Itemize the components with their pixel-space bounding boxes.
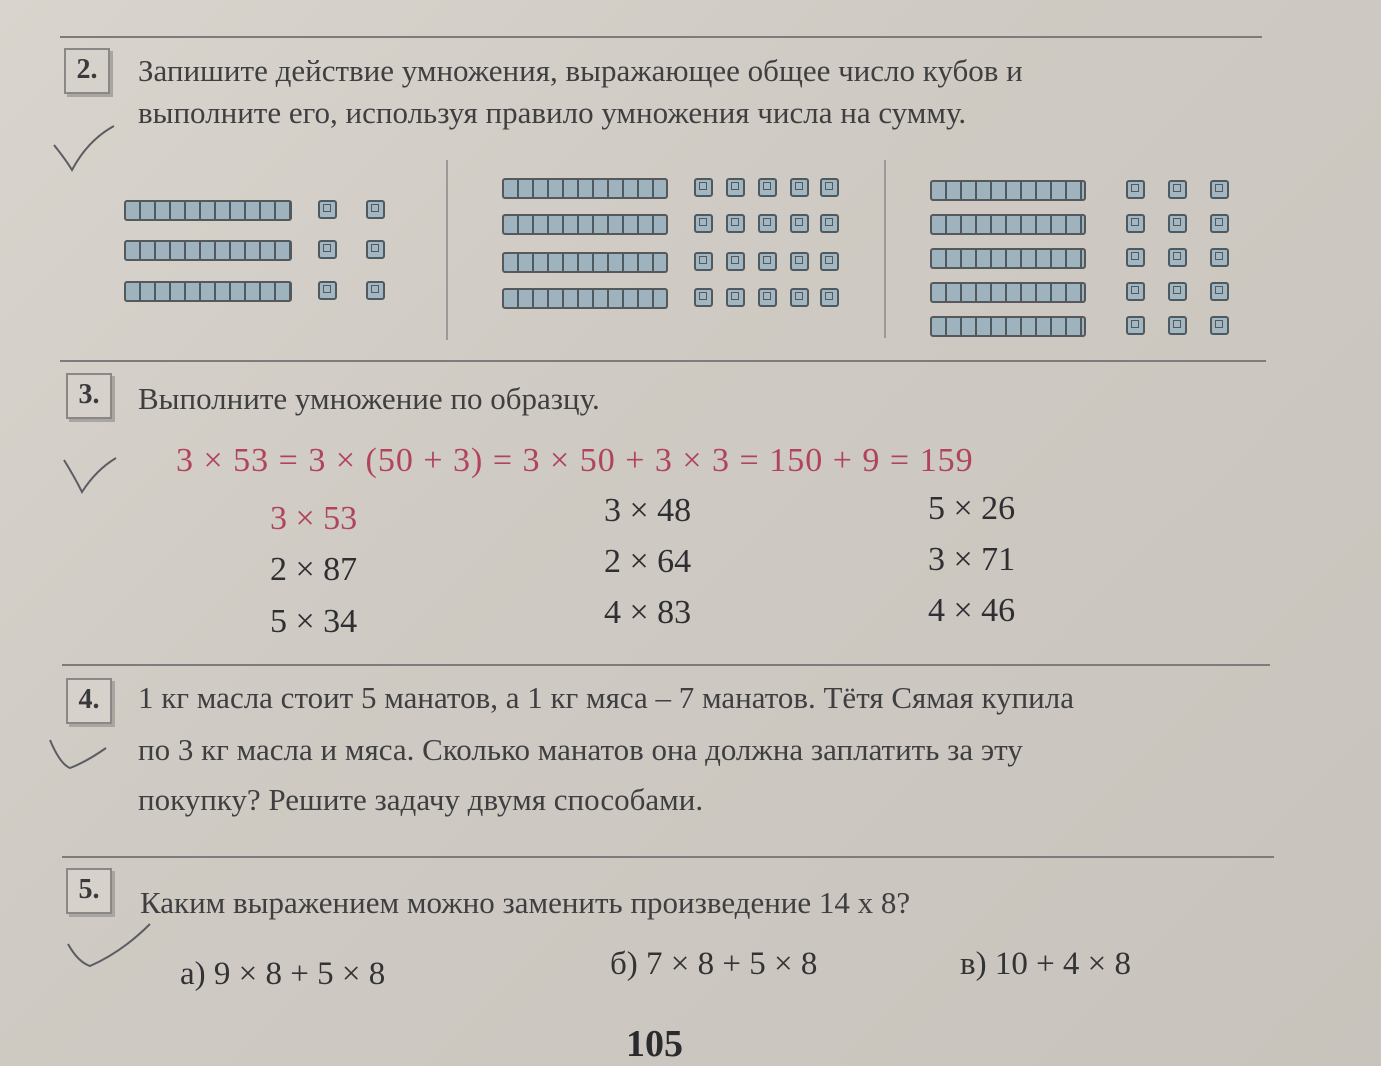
- unit-cube: [726, 178, 745, 197]
- unit-cube: [1168, 282, 1187, 301]
- unit-cube: [694, 178, 713, 197]
- unit-cube: [318, 240, 337, 259]
- unit-cube: [758, 214, 777, 233]
- unit-cube: [1168, 214, 1187, 233]
- unit-cube: [758, 288, 777, 307]
- unit-cube: [318, 281, 337, 300]
- unit-cube: [726, 252, 745, 271]
- exercise-item: 3 × 53: [270, 500, 358, 537]
- check-mark-icon: [64, 918, 154, 974]
- ten-rod: [930, 282, 1086, 303]
- unit-cube: [1210, 214, 1229, 233]
- unit-cube: [790, 178, 809, 197]
- ten-rod: [930, 248, 1086, 269]
- exercise-item: 2 × 64: [604, 543, 692, 580]
- ten-rod: [502, 288, 668, 309]
- check-mark-icon: [48, 120, 118, 180]
- ten-rod: [124, 281, 292, 302]
- task-2-line1: Запишите действие умножения, выражающее общее число кубов и: [138, 53, 1023, 88]
- section-rule: [62, 664, 1270, 666]
- unit-cube: [820, 178, 839, 197]
- group-divider: [884, 160, 886, 338]
- unit-cube: [1168, 248, 1187, 267]
- exercise-item: 3 × 71: [928, 541, 1016, 578]
- unit-cube: [1210, 248, 1229, 267]
- ten-rod: [930, 316, 1086, 337]
- group-divider: [446, 160, 448, 340]
- task-4-line2: по 3 кг масла и мяса. Сколько манатов она должна заплатить за эту: [138, 732, 1023, 767]
- task-3-text: Выполните умножение по образцу.: [138, 381, 600, 416]
- unit-cube: [1168, 316, 1187, 335]
- unit-cube: [1126, 248, 1145, 267]
- unit-cube: [318, 200, 337, 219]
- unit-cube: [1210, 282, 1229, 301]
- task-2-line2: выполните его, используя правило умножения числа на сумму.: [138, 95, 967, 130]
- ten-rod: [930, 180, 1086, 201]
- option-a: а) 9 × 8 + 5 × 8: [180, 956, 386, 992]
- unit-cube: [726, 288, 745, 307]
- unit-cube: [1126, 316, 1145, 335]
- sample-solution: 3 × 53 = 3 × (50 + 3) = 3 × 50 + 3 × 3 = 150 + 9 = 159: [176, 442, 974, 479]
- unit-cube: [1210, 316, 1229, 335]
- unit-cube: [366, 200, 385, 219]
- ten-rod: [502, 178, 668, 199]
- task-4-line3: покупку? Решите задачу двумя способами.: [138, 782, 704, 817]
- ten-rod: [124, 200, 292, 221]
- unit-cube: [758, 252, 777, 271]
- unit-cube: [694, 288, 713, 307]
- option-c: в) 10 + 4 × 8: [960, 946, 1132, 982]
- unit-cube: [726, 214, 745, 233]
- section-rule: [62, 856, 1274, 858]
- task-4-line1: 1 кг масла стоит 5 манатов, а 1 кг мяса – 7 манатов. Тётя Сямая купила: [138, 680, 1074, 715]
- unit-cube: [1126, 214, 1145, 233]
- unit-cube: [366, 281, 385, 300]
- exercise-item: 5 × 26: [928, 490, 1016, 527]
- unit-cube: [1126, 180, 1145, 199]
- unit-cube: [694, 252, 713, 271]
- page-number: 105: [626, 1023, 683, 1065]
- unit-cube: [790, 288, 809, 307]
- task-4-number: 4.: [66, 678, 112, 724]
- check-mark-icon: [60, 452, 120, 498]
- task-2-number: 2.: [64, 48, 110, 94]
- exercise-item: 3 × 48: [604, 492, 692, 529]
- unit-cube: [820, 214, 839, 233]
- unit-cube: [1168, 180, 1187, 199]
- unit-cube: [366, 240, 385, 259]
- exercise-item: 2 × 87: [270, 551, 358, 588]
- unit-cube: [694, 214, 713, 233]
- check-mark-icon: [46, 734, 110, 774]
- unit-cube: [820, 252, 839, 271]
- task-3-number: 3.: [66, 373, 112, 419]
- exercise-item: 4 × 83: [604, 594, 692, 631]
- task-5-text: Каким выражением можно заменить произведение 14 x 8?: [140, 885, 911, 920]
- section-rule: [60, 360, 1266, 362]
- ten-rod: [502, 214, 668, 235]
- ten-rod: [930, 214, 1086, 235]
- option-b: б) 7 × 8 + 5 × 8: [610, 946, 818, 982]
- unit-cube: [790, 214, 809, 233]
- exercise-item: 4 × 46: [928, 592, 1016, 629]
- exercise-item: 5 × 34: [270, 603, 358, 640]
- task-5-number: 5.: [66, 868, 112, 914]
- unit-cube: [1126, 282, 1145, 301]
- ten-rod: [124, 240, 292, 261]
- unit-cube: [1210, 180, 1229, 199]
- top-rule: [60, 36, 1262, 38]
- unit-cube: [758, 178, 777, 197]
- ten-rod: [502, 252, 668, 273]
- unit-cube: [790, 252, 809, 271]
- unit-cube: [820, 288, 839, 307]
